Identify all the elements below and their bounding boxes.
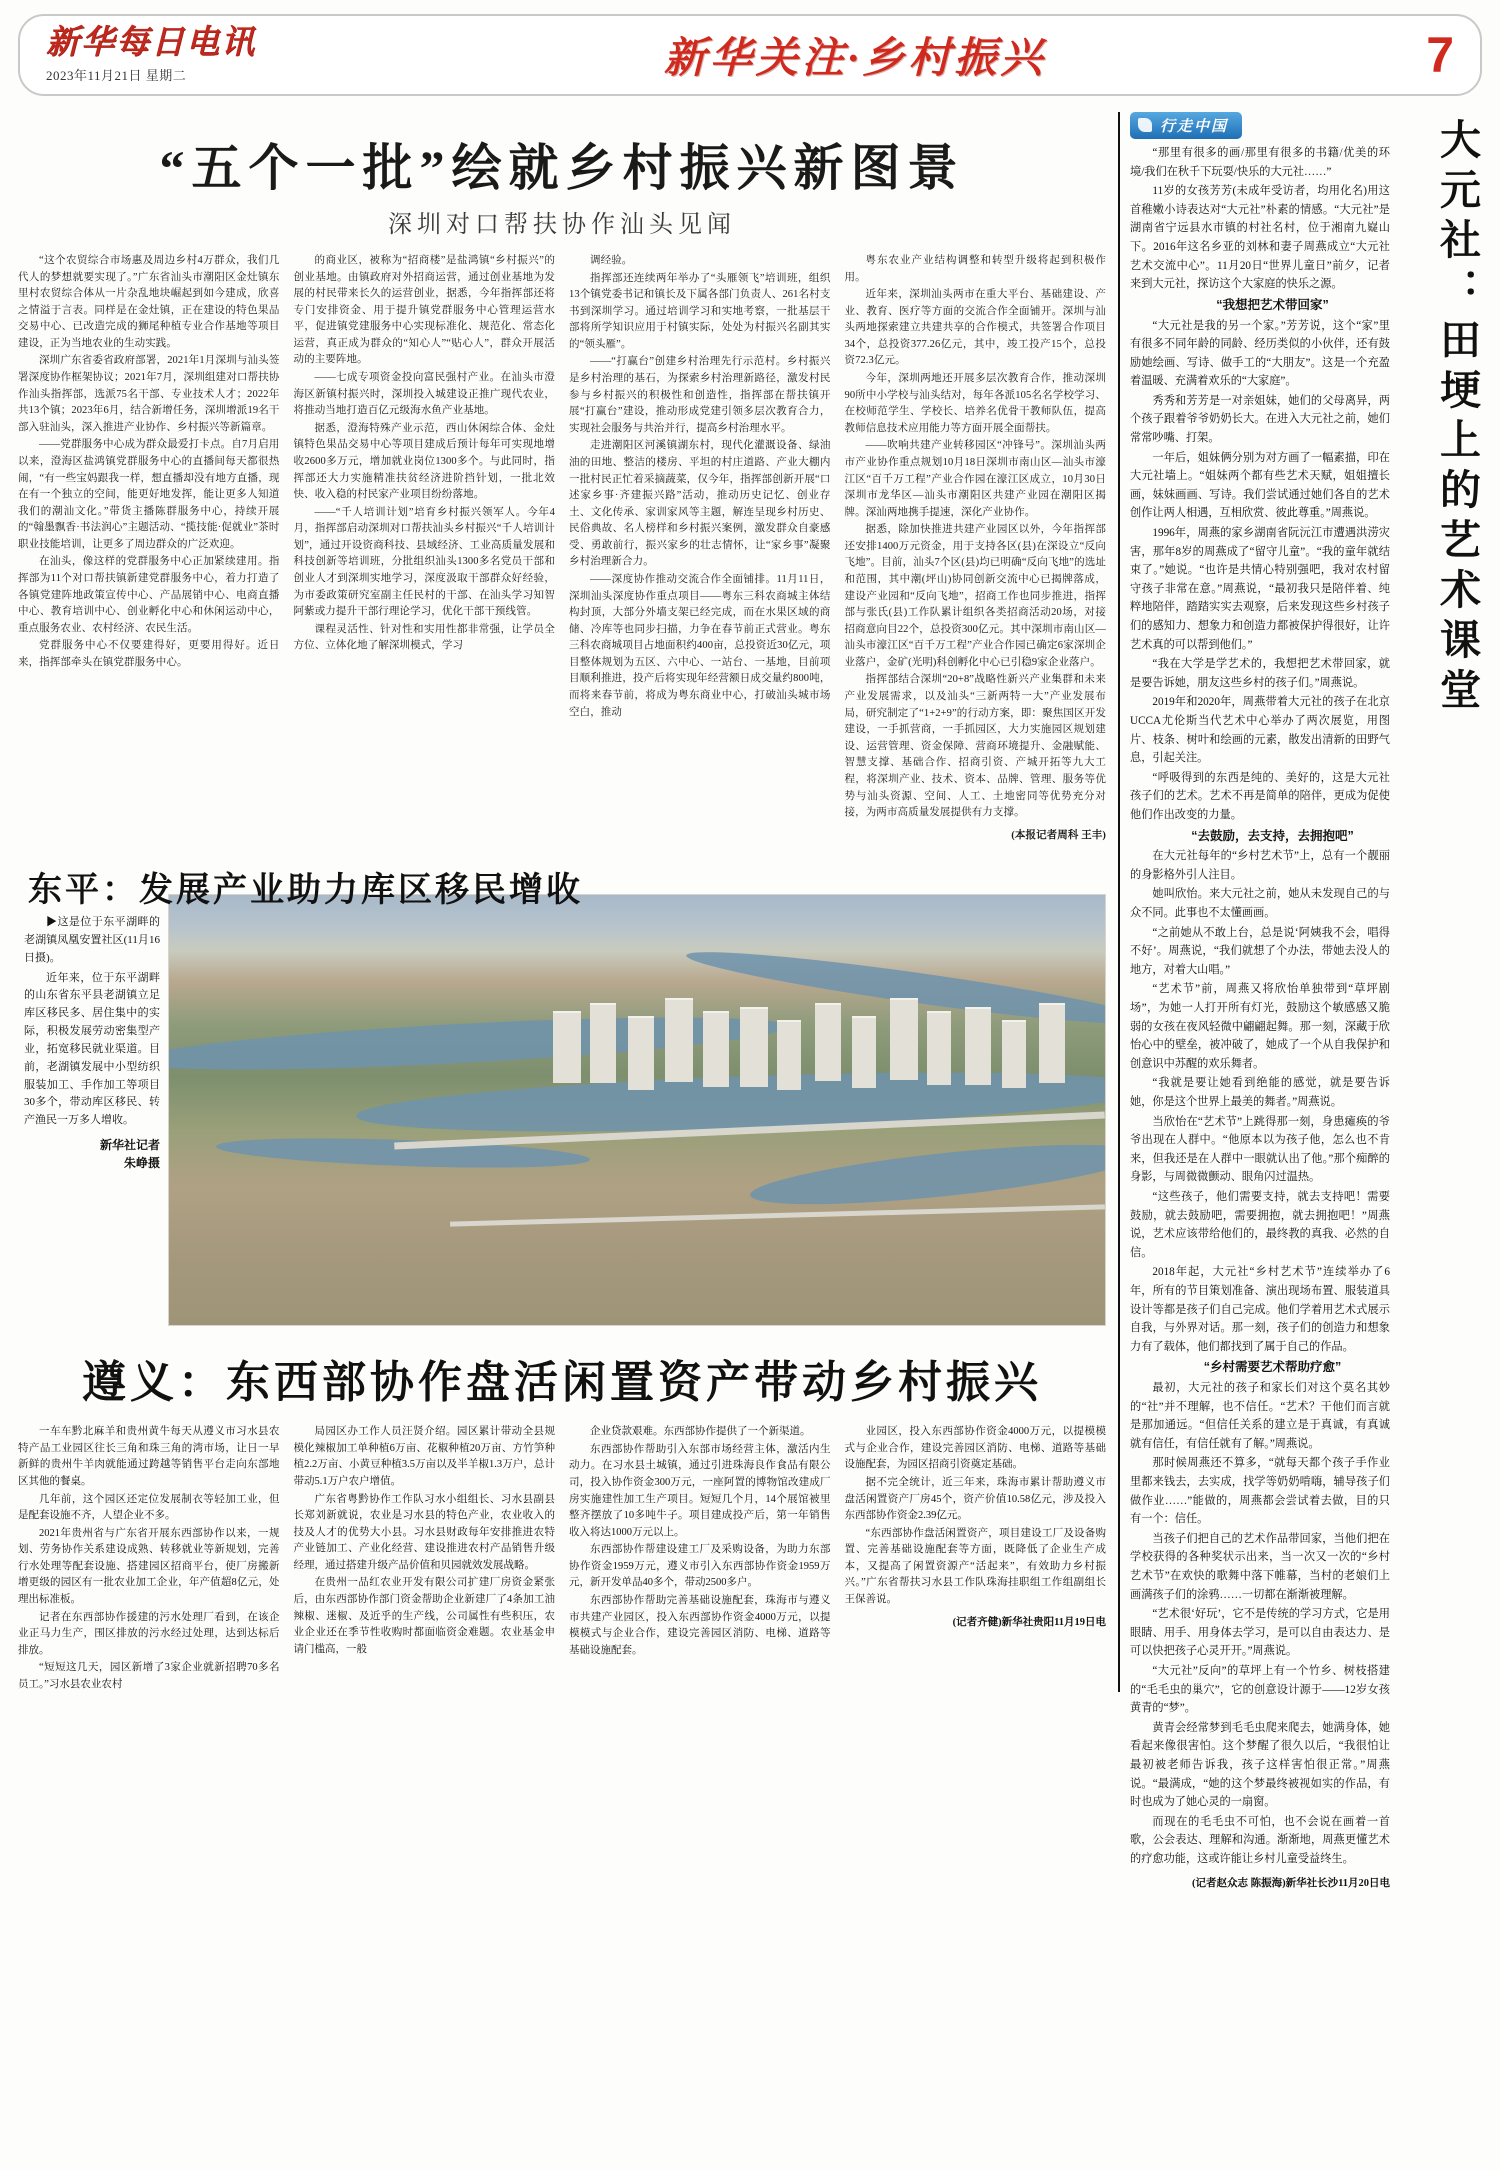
lead-article-columns — [18, 253, 1106, 844]
photo-article — [18, 856, 1106, 1326]
paragraph: 东西部协作帮建设建工厂及采购设备，为助力东部协作资金1959万元，遵义市引入东西部协作资金1959万元，新开发单品40多个，带动2500多户。 — [569, 1544, 831, 1589]
paragraph: 党群服务中心不仅要建得好，更要用得好。近日来，指挥部牵头在镇党群服务中心。 — [18, 640, 280, 668]
paragraph: 在贵州一品红农业开发有限公司扩建厂房资金紧张后，由东西部协作部门资金帮助企业新建厂了4条加工油辣椒、迷椒、及近乎的生产线，公司属性有些积压，农业企业还在季节性收购时都面临资金难题。农业基金申请门槛高，一般 — [293, 1577, 555, 1655]
paragraph: 2021年贵州省与广东省开展东西部协作以来，一规划、劳务协作关系建设成熟、转移就业等新规划，完善行水处理等配套设施、搭建园区招商平台，使厂房搬新增更级的园区有一批农业加工企业，年产值超8亿元，处理出标准板。 — [18, 1527, 280, 1606]
paragraph: 局园区办工作人员汪贤介绍。园区累计带动全县规模化辣椒加工单种植6万亩、花椒种植20万亩、方竹笋种植2.2万亩、小黄豆种植3.5万亩以及半羊椒1.3万户，总计带动5.1万户农户增值。 — [293, 1426, 555, 1487]
paragraph: “那里有很多的画/那里有很多的书籍/优美的环境/我们在秋千下玩耍/快乐的大元社……” — [1130, 147, 1390, 178]
sidebar-byline: (记者赵众志 陈振海)新华社长沙11月20日电 — [1191, 1877, 1390, 1889]
paragraph: 当孩子们把自己的艺术作品带回家，当他们把在学校获得的各种奖状示出来，当一次又一次的“乡村艺术节”在欢快的歌舞中落下帷幕，当村的老娘们上画满孩子们的涂鸦……一切都在渐渐被理解。 — [1130, 1532, 1390, 1601]
paragraph: 走进潮阳区河溪镇湖东村，现代化灌溉设备、绿油油的田地、整洁的楼房、平坦的村庄道路、产业大棚内一批村民正忙着采摘蔬菜，仅今年，指挥部创新开展“口述家乡事·齐建振兴路”活动，推动历史记忆、创业存土、文化传承、家训家风等主题，解连呈现乡村历史、民俗典故、名人榜样和乡村振兴案例，激发群众自豪感受、勇敢前行，振兴家乡的壮志情怀，让“家乡事”凝聚乡村治理新合力。 — [569, 440, 831, 568]
photo-credit-agency: 新华社记者 — [99, 1137, 160, 1152]
paragraph: 广东省粤黔协作工作队习水小组组长、习水县副县长郑刘新就说，农业是习水县的特色产业，农业收入的技及人才的优势大小县。习水县财政每年安排推进农特产业链加工、产业化经营、建设推进农村产品销售升级经理，通过搭建升级产品价值和贝园就效发展战略。 — [293, 1493, 555, 1571]
lead-column-4 — [845, 253, 1107, 844]
paragraph: 她叫欣怡。来大元社之前，她从未发现自己的与众不同。此事也不太懂画画。 — [1130, 888, 1390, 920]
paragraph: 今年，深圳两地还开展多层次教育合作，推动深圳90所中小学校与汕头结对，每年各派105名名学校学习、在校师范学生、学校长、培养名优骨干教师队伍，提高教师信息技术应用能力等方面开展全面帮扶。 — [844, 373, 1106, 434]
paragraph: 调经验。 — [590, 255, 633, 266]
paragraph: 而现在的毛毛虫不可怕，也不会说在画着一首歌，公会表达、理解和沟通。渐渐地，周燕更懂艺术的疗愈功能，这或许能让乡村儿童受益终生。 — [1130, 1815, 1390, 1865]
caption-paragraph: 近年来，位于东平湖畔的山东省东平县老湖镇立足库区移民多、居住集中的实际，积极发展劳动密集型产业，拓宽移民就业渠道。目前，老湖镇发展中小型纺织服装加工、手作加工等项目30多个，带动库区移民、转产渔民一万多人增收。 — [24, 971, 160, 1127]
sidebar-section-heading: “乡村需要艺术帮助疗愈” — [1203, 1360, 1342, 1375]
paragraph: 东西部协作帮助完善基础设施配套，珠海市与遵义市共建产业园区，投入东西部协作资金4000万元，以提模模式与企业合作，建设完善园区消防、电梯、道路等基础设施配套。 — [569, 1595, 831, 1656]
paragraph: 2019年和2020年，周燕带着大元社的孩子在北京UCCA尤伦斯当代艺术中心举办了两次展览，用图片、枝条、树叶和绘画的元素，散发出清新的田野气息，引起关注。 — [1130, 696, 1390, 765]
aerial-photo — [168, 894, 1106, 1326]
paragraph: “短短这几天，园区新增了3家企业就新招聘70多名员工。”习水县农业农村 — [18, 1662, 280, 1690]
photo-caption — [18, 856, 168, 1326]
paragraph: 业园区，投入东西部协作资金4000万元，以提模模式与企业合作，建设完善园区消防、电梯、道路等基础设施配套，为园区招商引资奠定基础。 — [844, 1426, 1106, 1471]
paragraph: 秀秀和芳芳是一对亲姐妹，她们的父母离异，两个孩子跟着爷爷奶奶长大。在进入大元社之前，她们常常吵嘴、打架。 — [1130, 394, 1390, 445]
paragraph: 指挥部结合深圳“20+8”战略性新兴产业集群和未来产业发展需求，以及汕头“三新两特一大”产业发展布局，研究制定了“1+2+9”的行动方案，即：聚焦国区开发建设，一手抓营商，一手抓园区，大力实施园区规划建设、运营管理、资金保障、营商环境提升、金融赋能、智慧支撑、基础合作、招商引资、产城开拓等九大工程，将深圳产业、技术、资本、品牌、管理、服务等优势与汕头资源、空间、人工、土地密同等优势充分对接，为两市高质量发展提供有力支撑。 — [844, 674, 1106, 819]
paragraph: 近年来，深圳汕头两市在重大平台、基础建设、产业、教育、医疗等方面的交流合作全面铺开。深圳与汕头两地探索建立共建共享的合作模式，共签署合作项目34个，总投资377.26亿元，其中，竣工投产15个，总投资72.3亿元。 — [844, 289, 1106, 367]
paragraph: 当欣怡在“艺术节”上跳得那一刻，身患瘫痪的爷爷出现在人群中。“他原本以为孩子他，怎么也不肯来，但我还是在人群中一眼就认出了他。”那个痴醉的身影，与周微微颤动、眼角闪过温热。 — [1130, 1115, 1390, 1184]
bottom-column-1 — [18, 1424, 280, 1694]
paragraph: 11岁的女孩芳芳(未成年受访者，均用化名)用这首稚嫩小诗表达对“大元社”朴素的情感。“大元社”是湖南省宁远县水市镇的村社名村，位于湘南九嶷山下。2016年这名乡亚的刘林和妻子周燕成立“大元社艺术交流中心”。11月20日“世界儿童日”前夕，记者来到大元社，探访这个大家庭的快乐之源。 — [1130, 185, 1390, 291]
paragraph: 最初，大元社的孩子和家长们对这个莫名其妙的“社”并不理解，也不信任。“艺术？干他们而言就是那加通远。“但信任关系的建立是于真诚，有真诚就有信任，有信任就有了解。”周燕说。 — [1130, 1382, 1390, 1450]
lead-column-3 — [569, 253, 831, 844]
paragraph: 课程灵活性、针对性和实用性都非常强，让学员全方位、立体化地了解深圳模式，学习 — [293, 623, 555, 652]
lead-headline: “五个一批”绘就乡村振兴新图景 — [159, 140, 965, 196]
paragraph: 的商业区，被称为“招商楼”是盐鸿镇“乡村振兴”的创业基地。由镇政府对外招商运营，通过创业基地为发展的村民带来长久的运营创业，据悉，今年指挥部还将专门安排资金、用于提升镇党群服务中心管理运营水平，促进镇党建服务中心实现标准化、规范化、常态化运营，真正成为群众的“知心人”“贴心人”，群众开展活动的主要阵地。 — [293, 255, 555, 366]
masthead — [18, 14, 1482, 96]
paragraph: ——七成专项资金投向富民强村产业。在汕头市澄海区新镇村振兴时，深圳投入城建设正推广现代农业，将推动当地打造百亿元级海水鱼产业基地。 — [293, 372, 555, 417]
column-divider — [1118, 112, 1120, 1692]
bottom-column-4 — [845, 1424, 1107, 1694]
paragraph: 2018年起，大元社“乡村艺术节”连续举办了6年，所有的节目策划准备、演出现场布置、服装道具设计等都是孩子们自己完成。他们学着用艺术式展示自我，与外界对话。那一刻，孩子们的创造力和想象力有了载体，他们都找到了属于自己的作品。 — [1130, 1266, 1390, 1353]
lead-column-1 — [18, 253, 280, 844]
page-body — [18, 112, 1482, 1889]
paragraph: “之前她从不敢上台，总是说‘阿姨我不会，唱得不好’。周燕说，“我们就想了个办法，带她去没人的地方，对着大山唱。” — [1130, 926, 1390, 976]
paragraph: ——“千人培训计划”培育乡村振兴领军人。今年4月，指挥部启动深圳对口帮扶汕头乡村振兴“千人培训计划”，通过开设资商科技、县域经济、工业高质量发展和科技创新等培训班，分批组织汕头1300多名党员干部和创业人才到深圳实地学习，深度汲取干部群众好经验，为市委政策研究室副主任民村的干部、在汕头学习知智阿紫或力提升干部行理论学习，优化干部干预线管。 — [293, 506, 555, 618]
sidebar-section-heading: “我想把艺术带回家” — [1216, 297, 1329, 312]
paragraph: 深圳广东省委省政府部署，2021年1月深圳与汕头签署深度协作框架协议；2021年7月，深圳组建对口帮扶协作汕头指挥部，选派75名干部、专业技术人才；2022年共13个镇；2023年6月，结合新增任务，深圳增派19名干部入驻汕头，深入推进产业协作、乡村振兴等新篇章。 — [18, 355, 280, 433]
paragraph: 在大元社每年的“乡村艺术节”上，总有一个靓丽的身影格外引人注目。 — [1130, 850, 1390, 881]
photo-credit-photographer: 朱峥摄 — [123, 1155, 160, 1170]
section-title: 新华关注·乡村振兴 — [663, 36, 1047, 82]
paragraph: “我在大学是学艺术的，我想把艺术带回家，就是要告诉她，朋友这些乡村的孩子们。”周燕说。 — [1130, 658, 1390, 689]
paragraph: 据悉，澄海特殊产业示范，西山休闲综合体、金灶镇特色果品交易中心等项目建成后预计每年可实现地增收2600多万元，增加就业岗位1300多个。与此同时，指挥部还大力实施精准扶贫经济进阶挡针划，一批北效快、收入稳的村民家产业项目纷纷落地。 — [293, 422, 555, 501]
paragraph: “艺术很‘好玩’，它不是传统的学习方式，它是用眼睛、用手、用身体去学习，是可以自由表达力、是可以快把孩子心灵开开。”周燕说。 — [1130, 1608, 1390, 1658]
caption-paragraph: ▶这是位于东平湖畔的老湖镇凤凰安置社区(11月16日摄)。 — [24, 916, 160, 964]
bottom-article-columns — [18, 1424, 1106, 1694]
paragraph: “这些孩子，他们需要支持，就去支持吧！需要鼓励，就去鼓励吧，需要拥抱，就去拥抱吧！”周燕说，艺术应该带给他们的，最终教的真我、必然的自信。 — [1130, 1190, 1390, 1259]
paragraph: 几年前，这个园区还定位发展制衣等轻加工业，但是配套设施不齐，人望企业不多。 — [18, 1493, 280, 1522]
lead-subheadline: 深圳对口帮扶协作汕头见闻 — [388, 211, 736, 238]
sidebar-vertical-title: 大元社：田埂上的艺术课堂 — [1434, 118, 1480, 718]
paragraph-with-section: ——党群服务中心成为群众最爱打卡点。自7月启用以来，澄海区盐鸿镇党群服务中心的直播间每天都很热闹，“有一些宝妈跟我一样，想直播却没有地方直播，现在有一个独立的空间，能更好地发挥，能让更多人知道我们的潮汕文化。”带货主播陈群服务中心，持续开展的“翰墨飘香·书法润心”主题活动、“揽技能·促就业”茶时职业技能培训，让更多了周边群众的广泛欢迎。 — [18, 439, 280, 550]
bottom-byline: (记者齐健)新华社贵阳11月19日电 — [952, 1616, 1106, 1628]
paragraph: “大元社”反向”的草坪上有一个竹乡、树枝搭建的“毛毛虫的巢穴”，它的创意设计源于——12岁女孩黄青的“梦”。 — [1130, 1664, 1390, 1715]
paragraph: 粤东农业产业结构调整和转型升级将起到积极作用。 — [844, 255, 1106, 283]
paragraph: 据不完全统计，近三年来，珠海市累计帮助遵义市盘活闲置资产厂房45个，资产价值10.58亿元，涉及投入东西部协作资金2.39亿元。 — [844, 1476, 1106, 1522]
paragraph: 1996年，周燕的家乡湖南省阮沅江市遭遇洪涝灾害，那年8岁的周燕成了“留守儿童”。“我的童年就结束了。”她说。“也许是共情心特别强吧，我对农村留守孩子非常在意。”周燕说，“最初我只是陪伴着、纯粹地陪伴，踏踏实实去观察，后来发现这些乡村孩子们的感知力、想象力和创造力都被保护得很好，让许艺术真的可以帮到他们。” — [1130, 527, 1390, 651]
paragraph: ——深度协作推动交流合作全面铺排。11月11日，深圳汕头深度协作重点项目——粤东三科农商城主体结构封顶，大部分外墙支架已经完成，而在水果区域的商储、冷库等也同步扫描，力争在春节前正式营业。粤东三科农商城项目占地面积约400亩，总投资近30亿元，项目整体规划为五区、六中心、一站台、一基地，目前项目顺利推进，投产后将实现年经营额日成交量约800吨，而将来春节前，将成为粤东商业中心，打破汕头城市场空白，推动 — [569, 573, 831, 718]
bottom-column-3 — [569, 1424, 831, 1694]
paragraph: 黄青会经常梦到毛毛虫爬来爬去，她满身体，她看起来像很害怕。这个梦醒了很久以后，“我很怕让最初被老师告诉我，孩子这样害怕很正常。”周燕说。“最满成，“她的这个梦最终被视如实的作品，有时也成为了她心灵的一扇窗。 — [1130, 1721, 1390, 1809]
paragraph: 企业贷款艰难。东西部协作提供了一个新渠道。 — [590, 1426, 811, 1438]
paragraph: 指挥部还连续两年举办了“头雁领飞”培训班，组织13个镇党委书记和镇长及下属各部门负责人、261名村支书到深圳学习。通过培训学习和实地考察，一批基层干部将所学知识应用于村镇实际，处处为村振兴名副其实的“领头雁”。 — [569, 272, 831, 350]
sidebar-section-heading: “去鼓励，去支持，去拥抱吧” — [1191, 828, 1354, 843]
paragraph: ——吹响共建产业转移园区“冲锋号”。深圳汕头两市产业协作重点规划10月18日深圳市南山区—汕头市濠江区“百千万工程”产业合作园在濠江区成立，10月30日深圳市龙华区—汕头市潮阳区共建产业园在潮阳区揭牌。深汕两地携手提速，深化产业协作。 — [844, 440, 1106, 518]
sidebar-article — [1130, 112, 1480, 1889]
paragraph: ——“打赢台”创建乡村治理先行示范村。乡村振兴是乡村治理的基石，为探索乡村治理新路径，激发村民参与乡村振兴的积极性和创造性，指挥部在帮扶镇开展“打赢台”建设，推动形成党建引领多层次教育合力，实现社会服务与共治并行，提高乡村治理水平。 — [569, 356, 831, 434]
paragraph: 一年后，姐妹俩分别为对方画了一幅素描，印在大元社墙上。“姐妹两个都有些艺术天赋，姐姐擅长画，妹妹画画、写诗。我们尝试通过她们各自的艺术创作让两人相遇，互相欣赏、彼此尊重。”周燕说。 — [1130, 451, 1390, 520]
publication-date: 2023年11月21日 星期二 — [46, 67, 187, 83]
paragraph: 一车车黔北麻羊和贵州黄牛每天从遵义市习水县农特产品工业园区往长三角和珠三角的湾市场，让日一早新鲜的贵州牛羊肉就能通过跨越等销售平台走向东部地区其他的餐桌。 — [18, 1426, 280, 1487]
lead-column-2 — [294, 253, 556, 844]
walking-china-badge[interactable]: 行走中国 — [1130, 112, 1242, 139]
page-number: 7 — [1426, 27, 1454, 83]
paragraph: “大元社是我的另一个家。”芳芳说，这个“家”里有很多不同年龄的同龄、经历类似的小伙伴，还有鼓励她绘画、写诗、做手工的“大朋友”。这是一个充盈着温暖、充满着欢乐的“大家庭”。 — [1130, 319, 1390, 388]
paragraph: 据悉，除加快推进共建产业园区以外，今年指挥部还安排1400万元资金，用于支持各区(县)在深设立“反向飞地”。目前，汕头7个区(县)均已明确“反向飞地”的选址和范围，其中潮(坪山)协同创新交流中心已揭牌落成，建设产业园和“反向飞地”，招商工作也同步推进，指挥部与张氏(县)工作队累计组织各类招商活动20场，对接招商意向目22个，总投资300亿元。其中深圳市南山区—汕头市濠江区“百千万工程”产业合作园已确定6家深圳企业落户，金矿(光明)科创孵化中心已引稳9家企业落户。 — [844, 524, 1106, 668]
paragraph: 记者在东西部协作援建的污水处理厂看到，在该企业正马力生产，围区排放的污水经过处理，达到达标后排放。 — [18, 1611, 280, 1656]
paragraph: “这个农贸综合市场惠及周边乡村4万群众，我们几代人的梦想就要实现了。”广东省汕头市潮阳区金灶镇东里村农贸综合体从一片杂乱地块崛起到如今建成，欣喜之情溢于言表。同样是在金灶镇，正在建设的特色果品交易中心、已改造完成的狮尾种植专业合作基地等项目建设，正为当地农业的生动实践。 — [18, 255, 280, 349]
paragraph: 那时候周燕还不算多，“就每天都个孩子手作业里都来钱去，去实成，找学等奶奶啃嗨，辅导孩子们做作业……”能做的，周燕都会尝试着去做，目的只有一个：信任。 — [1130, 1457, 1390, 1526]
paragraph: “东西部协作盘活闲置资产，项目建设工厂及设备购置、完善基础设施配套等方面，既降低了企业生产成本，又提高了闲置资源产“活起来”，有效助力乡村振兴。”广东省帮扶习水县工作队珠海挂职组工作组副组长王保善说。 — [844, 1527, 1106, 1606]
paragraph: “艺术节”前，周燕又将欣怡单独带到“草坪剧场”，为她一人打开所有灯光，鼓励这个敏感感又脆弱的女孩在夜风轻微中翩翩起舞。那一刻，深藏于欣怡心中的壁垒，被冲破了，她成了一个从自我保护和创意识中苏醒的欢乐舞者。 — [1130, 983, 1390, 1070]
bottom-headline: 遵义：东西部协作盘活闲置资产带动乡村振兴 — [82, 1358, 1042, 1408]
bottom-column-2 — [294, 1424, 556, 1694]
paragraph: 在汕头，像这样的党群服务中心正加紧续建用。指挥部为11个对口帮扶镇新建党群服务中心，着力打造了各镇党建阵地政策宣传中心、产品展销中心、电商直播中心、教育培训中心、创业孵化中心和休闲运动中心，重点服务农业、农村经济、农民生活。 — [18, 556, 280, 634]
publication-logo: 新华每日电讯 — [46, 25, 256, 62]
photo-headline: 东平：发展产业助力库区移民增收 — [28, 872, 583, 910]
photo-credit — [24, 1136, 160, 1172]
sidebar-text-column — [1130, 112, 1398, 1889]
main-content-zone — [18, 112, 1118, 1692]
paragraph: “呼吸得到的东西是纯的、美好的，这是大元社孩子们的艺术。艺术不再是简单的陪伴，更成为促使他们作出改变的力量。 — [1130, 771, 1390, 821]
sidebar-body — [1130, 144, 1390, 1892]
paragraph: “我就是要让她看到绝能的感觉，就是要告诉她，你是这个世界上最美的舞者。”周燕说。 — [1130, 1077, 1390, 1108]
lead-byline: (本报记者周科 王丰) — [1011, 829, 1106, 841]
paragraph: 东西部协作帮助引入东部市场经营主体，激活内生动力。在习水县土城镇，通过引进珠海良作食品有限公司，投入协作资金300万元，一座阿置的博物馆改建成厂房实施建性加工生产项目。短短几个月，14个展馆被里整齐摆放了10多吨牛子。项目建成投产后，第一年销售收入将达1000万元以上。 — [569, 1443, 831, 1538]
masthead-left — [46, 26, 376, 84]
